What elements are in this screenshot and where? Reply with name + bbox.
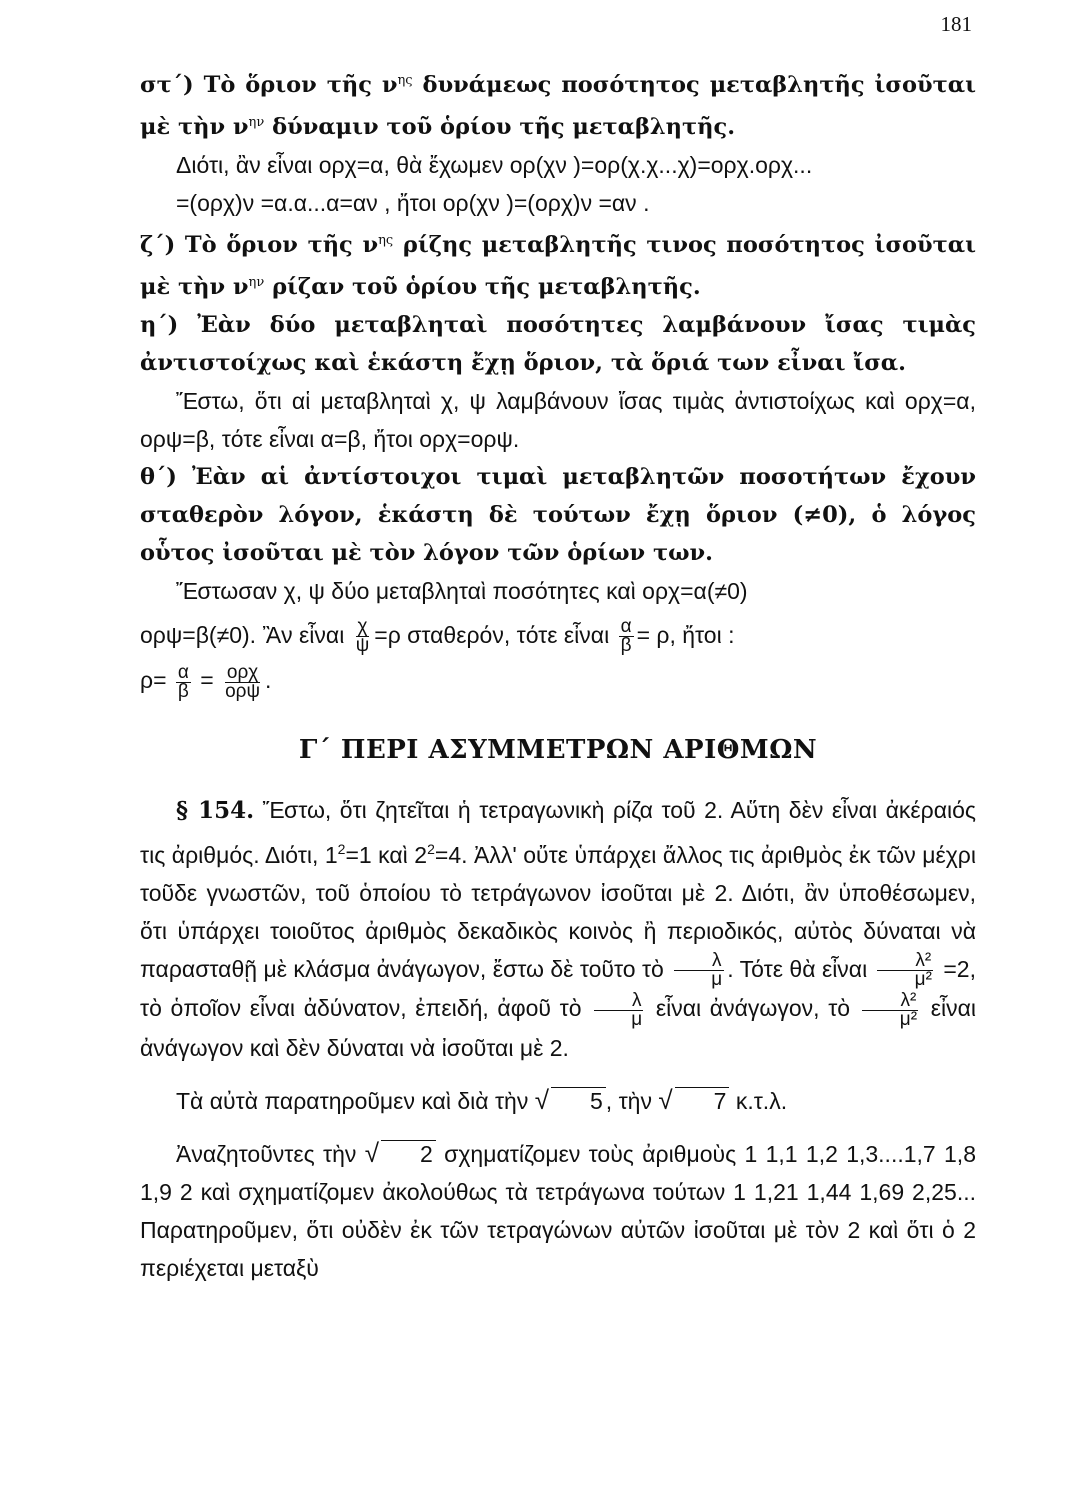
radicand: 7 (675, 1087, 730, 1114)
fraction-a-over-b (176, 661, 191, 702)
exponent: 2 (337, 840, 346, 857)
proof-st (140, 146, 976, 222)
denominator: ορψ (225, 680, 261, 702)
text-run: . (265, 667, 272, 694)
denominator: μ² (914, 969, 932, 991)
proof-line (140, 661, 976, 700)
superscript: ης (397, 73, 413, 88)
text-run: στ΄) Τὸ ὅριον τῆς ν (140, 72, 398, 98)
superscript: ην (248, 275, 265, 290)
text-run: κ.τ.λ. (729, 1087, 788, 1114)
numerator: λ (674, 952, 724, 971)
text-run: σχηματίζομεν τοὺς ἀριθμοὺς 1 1,1 1,2 1,3....1,7 1,8 1,9 2 καὶ σχηματίζομεν ἀκολούθως τὰ τετράγωνα τούτων 1 1,21 1,44 1,69 2,25... Παρατηροῦμεν, ὅτι οὐδὲν ἐκ τῶν τετραγώνων αὐτῶν ἰσοῦται μὲ τὸν 2 καὶ ὅτι ὁ 2 περιέχεται μεταξὺ (140, 1140, 976, 1281)
proposition-z (140, 222, 976, 306)
fraction-lambda2-over-mu2 (877, 952, 934, 989)
proof-th (140, 572, 976, 701)
paragraph-roots (140, 1081, 976, 1120)
proof-h: Ἔστω, ὅτι αἱ μεταβληταὶ χ, ψ λαμβάνουν ἴσας τιμὰς ἀντιστοίχως καὶ ορχ=α, ορψ=β, τότε εἶναι α=β, ἤτοι ορχ=ορψ. (140, 388, 976, 452)
superscript: ης (378, 233, 394, 248)
proof-line: Ἔστωσαν χ, ψ δύο μεταβληταὶ ποσότητες καὶ ορχ=α(≠0) (176, 578, 748, 604)
exponent: 2 (427, 840, 435, 857)
proof-line: Διότι, ἂν εἶναι ορχ=α, θὰ ἔχωμεν ορ(χν )=ορ(χ.χ...χ)=ορχ.ορχ... (176, 152, 813, 178)
text-run: =2, τὸ ὁποῖον εἶναι ἀδύνατον, ἐπειδή, ἀφοῦ τὸ (140, 955, 976, 1022)
text-run: Ἔστω, ὅτι ζητεῖται ἡ τετραγωνικὴ ρίζα τοῦ 2. Αὕτη δὲν εἶναι ἀκέραιός τις ἀριθμός. Διότι, 1 (140, 796, 976, 868)
text-run: , τὴν (605, 1087, 659, 1114)
section-heading: Γ΄ ΠΕΡΙ ΑΣΥΜΜΕΤΡΩΝ ΑΡΙΘΜΩΝ (298, 734, 818, 765)
fraction-orx-over-orpsi (223, 661, 262, 702)
text-run: Ἀναζητοῦντες τὴν (176, 1140, 365, 1167)
section-number: § 154. (176, 796, 255, 824)
numerator: ορχ (226, 661, 259, 683)
numerator: χ (357, 616, 368, 638)
proof-line: =(ορχ)ν =α.α...α=αν , ἤτοι ορ(χν )=(ορχ)ν =αν . (176, 190, 650, 216)
denominator: μ² (899, 1008, 918, 1030)
denominator: μ (631, 1008, 643, 1030)
denominator: ψ (355, 635, 370, 657)
proposition-th: θ΄) Ἐὰν αἱ ἀντίστοιχοι τιμαὶ μεταβλητῶν ποσοτήτων ἔχουν σταθερὸν λόγον, ἑκάστη δὲ τούτων ἔχῃ ὅριον (≠0), ὁ λόγος οὗτος ἰσοῦται μὲ τὸν λόγον τῶν ὁρίων των. (140, 464, 976, 566)
denominator: β (177, 680, 189, 702)
text-run: = (193, 667, 221, 694)
numerator: α (177, 661, 189, 683)
text-run: =4. Ἀλλ' οὔτε ὑπάρχει ἄλλος τις ἀριθμὸς ἐκ τῶν μέχρι τοῦδε γνωστῶν, τοῦ ὁποίου τὸ τετράγωνον ἰσοῦται μὲ 2. Διότι, ἂν ὑποθέσωμεν, ὅτι ὑπάρχει τοιοῦτος ἀριθμὸς δεκαδικὸς κοινὸς ἢ περιοδικός, αὐτὸς δύναται νὰ παρασταθῇ μὲ κλάσμα ἀνάγωγον, ἔστω δὲ τοῦτο τὸ (140, 841, 976, 982)
proof-line (140, 616, 976, 655)
text-run: ζ΄) Τὸ ὅριον τῆς ν (140, 232, 379, 258)
proposition-st (140, 62, 976, 146)
text-run: ορψ=β(≠0). Ἂν εἶναι (140, 622, 351, 648)
fraction-lambda-over-mu (593, 989, 644, 1030)
fraction-a-over-b (619, 618, 634, 655)
text-run: εἶναι ἀνάγωγον καὶ δὲν δύναται νὰ ἰσοῦται μὲ 2. (140, 995, 976, 1061)
fraction-x-over-psi (354, 618, 372, 655)
text-run: δύναμιν τοῦ ὁρίου τῆς μεταβλητῆς. (264, 114, 736, 140)
section-154 (140, 791, 976, 1067)
radicand: 2 (381, 1140, 436, 1167)
proposition-h: η΄) Ἐὰν δύο μεταβληταὶ ποσότητες λαμβάνουν ἴσας τιμὰς ἀντιστοίχως καὶ ἑκάστη ἔχῃ ὅριον, τὰ ὅριά των εἶναι ἴσα. (140, 312, 976, 376)
text-run: ρίζαν τοῦ ὁρίου τῆς μεταβλητῆς. (264, 274, 701, 300)
page-content (140, 62, 976, 1287)
radical-sign: √ (364, 1137, 380, 1168)
radical-sign: √ (534, 1084, 549, 1115)
fraction-lambda2-over-mu2 (862, 989, 919, 1030)
radicand: 5 (551, 1087, 606, 1114)
numerator: α (620, 616, 632, 638)
numerator: λ² (862, 992, 918, 1011)
numerator: λ² (877, 952, 933, 971)
text-run: =1 καὶ 2 (345, 841, 428, 868)
text-run: =ρ σταθερόν, τότε εἶναι (374, 622, 616, 648)
fraction-lambda-over-mu (673, 952, 724, 989)
denominator: μ (711, 969, 723, 991)
numerator: λ (594, 992, 644, 1011)
page-number: 181 (940, 12, 972, 36)
superscript: ην (248, 115, 265, 130)
text-run: εἶναι ἀνάγωγον, τὸ (647, 995, 859, 1022)
text-run: δυνάμεως ποσότητος μεταβλητῆς ἰσοῦται μὲ τὴν ν (140, 72, 976, 140)
paragraph-search-sqrt2 (140, 1134, 976, 1287)
radical-sign: √ (658, 1084, 673, 1115)
text-run: ρ= (140, 667, 173, 694)
text-run: = ρ, ἤτοι : (636, 622, 735, 648)
text-run: ρίζης μεταβλητῆς τινος ποσότητος ἰσοῦται μὲ τὴν ν (140, 232, 976, 300)
denominator: β (620, 635, 632, 657)
text-run: . Τότε θὰ εἶναι (727, 955, 874, 982)
text-run: Τὰ αὐτὰ παρατηροῦμεν καὶ διὰ τὴν (176, 1087, 535, 1114)
